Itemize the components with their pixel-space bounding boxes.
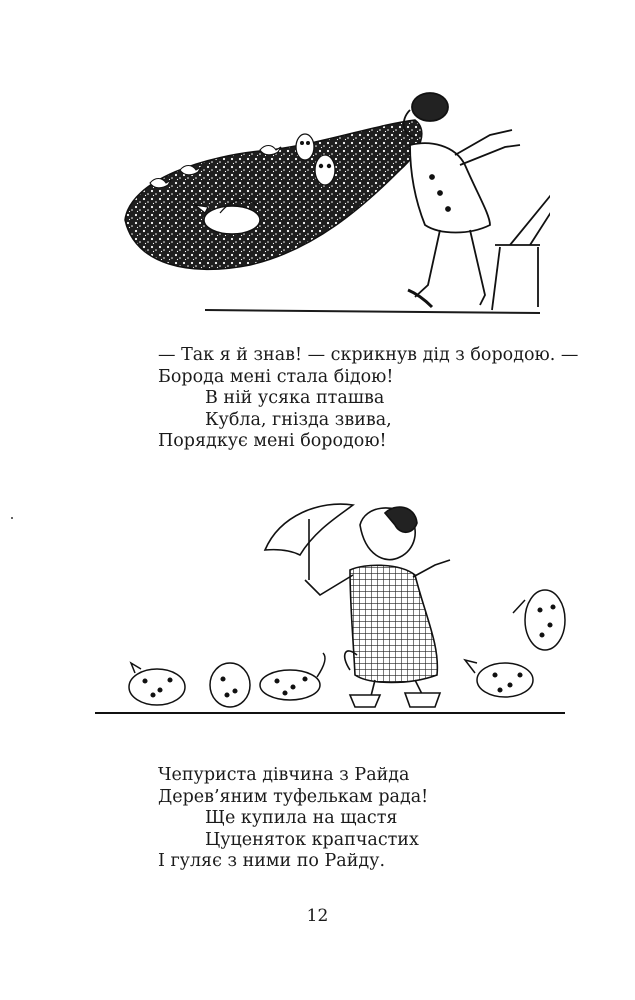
umbrella-icon	[265, 504, 353, 580]
puppy-icon	[260, 653, 325, 700]
poem-line: Дерев’яним туфелькам рада!	[158, 786, 429, 807]
puppy-icon	[513, 590, 565, 650]
poem-line: Борода мені стала бідою!	[158, 366, 394, 387]
puppy-icon	[465, 660, 533, 697]
poem-line: І гуляє з ними по Райду.	[158, 851, 386, 871]
poem-line: Порядкує мені бородою!	[158, 431, 387, 451]
puppy-icon	[129, 663, 185, 705]
poem-2	[158, 765, 428, 873]
poem-line: В ній усяка пташва	[205, 388, 385, 408]
bearded-man-figure	[404, 93, 550, 310]
puppy-icon	[210, 663, 250, 707]
beard-mass	[125, 120, 422, 269]
paper-speck	[11, 517, 13, 519]
girl-figure	[305, 507, 450, 707]
poem-line: Кубла, гнізда звива,	[205, 409, 392, 430]
poem-line: Цуценяток крапчастих	[205, 829, 419, 850]
illustration-girl-with-puppies	[95, 495, 585, 730]
poem-line: — Так я й знав! — скрикнув дід з бородою. —	[158, 345, 579, 365]
poem-1	[158, 345, 578, 453]
page-number: 12	[306, 906, 329, 926]
illustration-bearded-man	[110, 85, 550, 320]
poem-line: Чепуриста дівчина з Райда	[158, 765, 410, 785]
poem-line: Ще купила на щастя	[205, 808, 398, 828]
